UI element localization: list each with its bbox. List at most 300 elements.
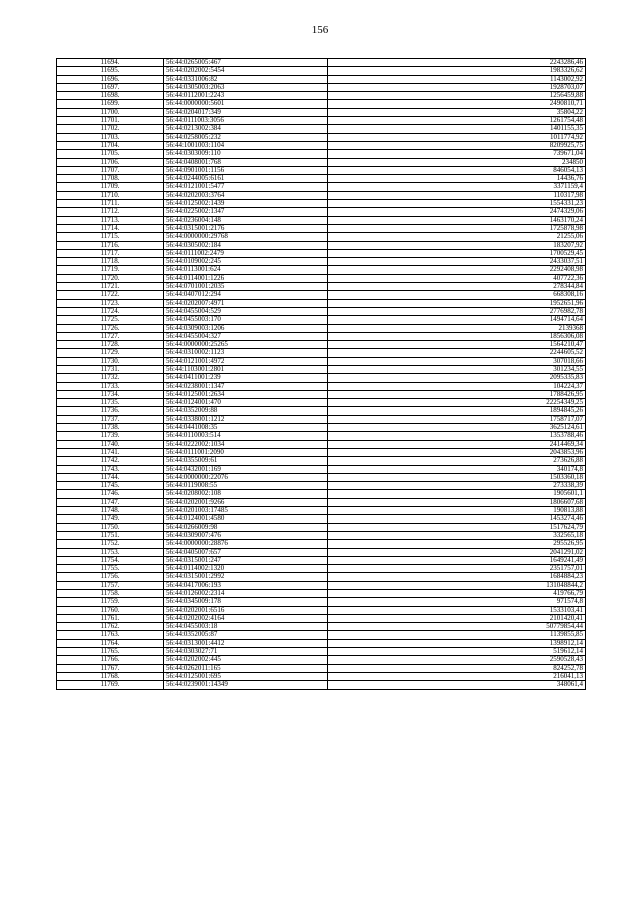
cadastral-value: 668308,16	[328, 291, 586, 299]
table-row	[57, 183, 586, 191]
row-number: 11709.	[57, 183, 164, 191]
row-number: 11740.	[57, 440, 164, 448]
cadastral-value: 190813,88	[328, 507, 586, 515]
cadastral-value: 50779854,44	[328, 623, 586, 631]
cadastral-number: 56:44:0303027:71	[164, 648, 328, 656]
table-row	[57, 200, 586, 208]
cadastral-number: 56:44:0417006:193	[164, 581, 328, 589]
cadastral-value: 2139368	[328, 324, 586, 332]
cadastral-number: 56:44:0355009:61	[164, 457, 328, 465]
row-number: 11764.	[57, 639, 164, 647]
cadastral-value: 1894845,26	[328, 407, 586, 415]
table-row	[57, 216, 586, 224]
table-row	[57, 507, 586, 515]
cadastral-value: 1856306,08	[328, 332, 586, 340]
cadastral-number: 56:44:0303009:110	[164, 150, 328, 158]
cadastral-number: 56:44:0201003:17485	[164, 507, 328, 515]
row-number: 11695.	[57, 67, 164, 75]
cadastral-number: 56:44:0313001:4412	[164, 639, 328, 647]
table-row	[57, 150, 586, 158]
row-number: 11729.	[57, 349, 164, 357]
table-row	[57, 100, 586, 108]
row-number: 11752.	[57, 540, 164, 548]
cadastral-number: 56:44:0213002:384	[164, 125, 328, 133]
table-row	[57, 365, 586, 373]
table-row	[57, 473, 586, 481]
table-row	[57, 390, 586, 398]
table-row	[57, 490, 586, 498]
cadastral-number: 56:44:0244005:6161	[164, 175, 328, 183]
table-row	[57, 623, 586, 631]
table-row	[57, 291, 586, 299]
row-number: 11727.	[57, 332, 164, 340]
table-row	[57, 548, 586, 556]
table-row	[57, 498, 586, 506]
table-row	[57, 357, 586, 365]
row-number: 11741.	[57, 448, 164, 456]
cadastral-value: 307018,66	[328, 357, 586, 365]
cadastral-value: 131048844,2	[328, 581, 586, 589]
cadastral-number: 56:44:0202002:4164	[164, 614, 328, 622]
cadastral-value: 1256459,88	[328, 92, 586, 100]
cadastral-number: 56:44:1103001:2801	[164, 365, 328, 373]
cadastral-value: 110317,98	[328, 191, 586, 199]
cadastral-value: 971574,8	[328, 598, 586, 606]
cadastral-value: 2095335,83	[328, 374, 586, 382]
cadastral-number: 56:44:0124001:4580	[164, 515, 328, 523]
cadastral-number: 56:44:0112001:2243	[164, 92, 328, 100]
cadastral-number: 56:44:0111003:3056	[164, 117, 328, 125]
cadastral-number: 56:44:0262011:165	[164, 664, 328, 672]
cadastral-number: 56:44:0310002:1123	[164, 349, 328, 357]
cadastral-value: 2101420,41	[328, 614, 586, 622]
row-number: 11759.	[57, 598, 164, 606]
cadastral-number: 56:44:0000000:22076	[164, 473, 328, 481]
table-row	[57, 59, 586, 67]
table-row	[57, 656, 586, 664]
cadastral-number: 56:44:0222002:1034	[164, 440, 328, 448]
row-number: 11765.	[57, 648, 164, 656]
cadastral-value: 3371159,4	[328, 183, 586, 191]
cadastral-value: 1261754,48	[328, 117, 586, 125]
table-row	[57, 67, 586, 75]
table-row	[57, 614, 586, 622]
row-number: 11696.	[57, 75, 164, 83]
row-number: 11756.	[57, 573, 164, 581]
table-row	[57, 349, 586, 357]
cadastral-number: 56:44:0238001:1347	[164, 382, 328, 390]
row-number: 11738.	[57, 424, 164, 432]
row-number: 11713.	[57, 216, 164, 224]
row-number: 11704.	[57, 141, 164, 149]
cadastral-value: 419766,79	[328, 590, 586, 598]
table-row	[57, 341, 586, 349]
cadastral-number: 56:44:0315001:2992	[164, 573, 328, 581]
table-row	[57, 374, 586, 382]
row-number: 11747.	[57, 498, 164, 506]
cadastral-number: 56:44:0208002:108	[164, 490, 328, 498]
cadastral-number: 56:44:0113001:624	[164, 266, 328, 274]
row-number: 11754.	[57, 556, 164, 564]
table-row	[57, 631, 586, 639]
cadastral-number: 56:44:0315001:2176	[164, 224, 328, 232]
cadastral-value-table	[56, 58, 586, 690]
row-number: 11768.	[57, 672, 164, 680]
cadastral-number: 56:44:0455004:327	[164, 332, 328, 340]
row-number: 11744.	[57, 473, 164, 481]
cadastral-value: 1952651,96	[328, 299, 586, 307]
row-number: 11749.	[57, 515, 164, 523]
table-row	[57, 523, 586, 531]
cadastral-value: 1463170,24	[328, 216, 586, 224]
row-number: 11766.	[57, 656, 164, 664]
table-row	[57, 448, 586, 456]
cadastral-number: 56:44:0124001:470	[164, 399, 328, 407]
cadastral-value: 2590528,43	[328, 656, 586, 664]
cadastral-number: 56:44:0408001:768	[164, 158, 328, 166]
table-row	[57, 266, 586, 274]
cadastral-value: 1983326,62	[328, 67, 586, 75]
table-row	[57, 299, 586, 307]
row-number: 11758.	[57, 590, 164, 598]
cadastral-number: 56:44:0305003:2063	[164, 83, 328, 91]
cadastral-value: 2433037,51	[328, 258, 586, 266]
row-number: 11731.	[57, 365, 164, 373]
cadastral-value: 1517624,79	[328, 523, 586, 531]
table-row	[57, 399, 586, 407]
table-row	[57, 515, 586, 523]
table-row	[57, 224, 586, 232]
table-row	[57, 274, 586, 282]
row-number: 11755.	[57, 565, 164, 573]
row-number: 11753.	[57, 548, 164, 556]
cadastral-value: 1788426,95	[328, 390, 586, 398]
row-number: 11726.	[57, 324, 164, 332]
row-number: 11708.	[57, 175, 164, 183]
cadastral-value: 1928703,07	[328, 83, 586, 91]
row-number: 11767.	[57, 664, 164, 672]
row-number: 11761.	[57, 614, 164, 622]
cadastral-number: 56:44:0305002:184	[164, 241, 328, 249]
table-row	[57, 598, 586, 606]
row-number: 11716.	[57, 241, 164, 249]
cadastral-number: 56:44:0202002:445	[164, 656, 328, 664]
table-row	[57, 482, 586, 490]
table-row	[57, 283, 586, 291]
table-row	[57, 175, 586, 183]
row-number: 11743.	[57, 465, 164, 473]
row-number: 11710.	[57, 191, 164, 199]
table-body	[57, 59, 586, 690]
cadastral-number: 56:44:0202007:4971	[164, 299, 328, 307]
cadastral-number: 56:44:0000000:5601	[164, 100, 328, 108]
cadastral-value: 2292408,98	[328, 266, 586, 274]
table-row	[57, 540, 586, 548]
row-number: 11700.	[57, 108, 164, 116]
table-row	[57, 191, 586, 199]
cadastral-value: 234850	[328, 158, 586, 166]
table-row	[57, 249, 586, 257]
table-row	[57, 125, 586, 133]
cadastral-number: 56:44:0345009:178	[164, 598, 328, 606]
table-row	[57, 556, 586, 564]
cadastral-value: 1905601,1	[328, 490, 586, 498]
cadastral-number: 56:44:0309007:476	[164, 531, 328, 539]
cadastral-value: 104224,37	[328, 382, 586, 390]
row-number: 11739.	[57, 432, 164, 440]
cadastral-value: 348061,4	[328, 681, 586, 689]
cadastral-value: 2243286,46	[328, 59, 586, 67]
cadastral-number: 56:44:1001003:1104	[164, 141, 328, 149]
cadastral-number: 56:44:0407012:294	[164, 291, 328, 299]
cadastral-value: 1649241,49	[328, 556, 586, 564]
table-row	[57, 681, 586, 689]
row-number: 11735.	[57, 399, 164, 407]
row-number: 11760.	[57, 606, 164, 614]
cadastral-value: 1143002,92	[328, 75, 586, 83]
cadastral-number: 56:44:0202001:6516	[164, 606, 328, 614]
cadastral-number: 56:44:0331006:82	[164, 75, 328, 83]
table-row	[57, 590, 586, 598]
table-row	[57, 664, 586, 672]
cadastral-value: 35804,22	[328, 108, 586, 116]
cadastral-number: 56:44:0125002:1439	[164, 200, 328, 208]
cadastral-value: 1758717,07	[328, 415, 586, 423]
table-row	[57, 83, 586, 91]
row-number: 11745.	[57, 482, 164, 490]
row-number: 11769.	[57, 681, 164, 689]
table-row	[57, 141, 586, 149]
table-row	[57, 258, 586, 266]
cadastral-value: 14436,76	[328, 175, 586, 183]
cadastral-number: 56:44:0265005:467	[164, 59, 328, 67]
cadastral-number: 56:44:0455004:529	[164, 307, 328, 315]
cadastral-value: 273626,88	[328, 457, 586, 465]
row-number: 11742.	[57, 457, 164, 465]
cadastral-number: 56:44:0000000:28876	[164, 540, 328, 548]
cadastral-value: 846054,13	[328, 166, 586, 174]
cadastral-number: 56:44:0455003:18	[164, 623, 328, 631]
cadastral-value: 739671,04	[328, 150, 586, 158]
cadastral-number: 56:44:0901001:1156	[164, 166, 328, 174]
cadastral-number: 56:44:0000000:25265	[164, 341, 328, 349]
cadastral-value: 2776982,78	[328, 307, 586, 315]
cadastral-number: 56:44:0121001:4972	[164, 357, 328, 365]
table-row	[57, 581, 586, 589]
cadastral-value: 22254349,25	[328, 399, 586, 407]
table-row	[57, 415, 586, 423]
table-row	[57, 75, 586, 83]
cadastral-value: 340174,8	[328, 465, 586, 473]
cadastral-number: 56:44:0125001:2634	[164, 390, 328, 398]
cadastral-value: 2490810,71	[328, 100, 586, 108]
cadastral-value: 2244605,52	[328, 349, 586, 357]
table-row	[57, 208, 586, 216]
cadastral-number: 56:44:0225002:1347	[164, 208, 328, 216]
table-row	[57, 465, 586, 473]
row-number: 11750.	[57, 523, 164, 531]
cadastral-value: 1494714,64	[328, 316, 586, 324]
cadastral-value: 1453274,46	[328, 515, 586, 523]
row-number: 11725.	[57, 316, 164, 324]
table-row	[57, 573, 586, 581]
cadastral-number: 56:44:0239001:14349	[164, 681, 328, 689]
cadastral-value: 8209925,75	[328, 141, 586, 149]
cadastral-value: 183207,92	[328, 241, 586, 249]
cadastral-number: 56:44:0121001:5477	[164, 183, 328, 191]
row-number: 11717.	[57, 249, 164, 257]
table-row	[57, 606, 586, 614]
row-number: 11721.	[57, 283, 164, 291]
table-row	[57, 382, 586, 390]
row-number: 11711.	[57, 200, 164, 208]
row-number: 11715.	[57, 233, 164, 241]
cadastral-value: 295526,95	[328, 540, 586, 548]
cadastral-number: 56:44:0309003:1206	[164, 324, 328, 332]
table-row	[57, 233, 586, 241]
cadastral-value: 1139855,85	[328, 631, 586, 639]
cadastral-number: 56:44:0111001:2090	[164, 448, 328, 456]
table-row	[57, 307, 586, 315]
row-number: 11699.	[57, 100, 164, 108]
cadastral-value: 216041,13	[328, 672, 586, 680]
row-number: 11694.	[57, 59, 164, 67]
cadastral-value: 1533103,41	[328, 606, 586, 614]
row-number: 11734.	[57, 390, 164, 398]
cadastral-number: 56:44:0125001:695	[164, 672, 328, 680]
table-row	[57, 672, 586, 680]
row-number: 11720.	[57, 274, 164, 282]
table-row	[57, 648, 586, 656]
cadastral-value: 273338,39	[328, 482, 586, 490]
cadastral-number: 56:44:0119008:55	[164, 482, 328, 490]
row-number: 11719.	[57, 266, 164, 274]
row-number: 11714.	[57, 224, 164, 232]
cadastral-number: 56:44:0114002:1320	[164, 565, 328, 573]
table-row	[57, 407, 586, 415]
cadastral-number: 56:44:0352009:88	[164, 407, 328, 415]
row-number: 11762.	[57, 623, 164, 631]
table-row	[57, 166, 586, 174]
cadastral-value: 824252,78	[328, 664, 586, 672]
table-row	[57, 332, 586, 340]
table-row	[57, 432, 586, 440]
table-row	[57, 316, 586, 324]
cadastral-number: 56:44:0315001:247	[164, 556, 328, 564]
cadastral-number: 56:44:0411001:239	[164, 374, 328, 382]
row-number: 11701.	[57, 117, 164, 125]
cadastral-number: 56:44:0405007:657	[164, 548, 328, 556]
page-number: 156	[311, 24, 329, 36]
cadastral-number: 56:44:0000000:29768	[164, 233, 328, 241]
cadastral-value: 2041291,02	[328, 548, 586, 556]
cadastral-number: 56:44:0202002:5454	[164, 67, 328, 75]
cadastral-number: 56:44:0701001:2035	[164, 283, 328, 291]
table-row	[57, 158, 586, 166]
table-row	[57, 424, 586, 432]
cadastral-number: 56:44:0352005:87	[164, 631, 328, 639]
cadastral-value: 1806607,68	[328, 498, 586, 506]
row-number: 11757.	[57, 581, 164, 589]
cadastral-value: 21255,06	[328, 233, 586, 241]
cadastral-number: 56:44:0441008:35	[164, 424, 328, 432]
row-number: 11698.	[57, 92, 164, 100]
cadastral-value: 1353788,46	[328, 432, 586, 440]
cadastral-value: 407722,36	[328, 274, 586, 282]
cadastral-number: 56:44:0126002:2314	[164, 590, 328, 598]
table-row	[57, 108, 586, 116]
cadastral-number: 56:44:0110003:514	[164, 432, 328, 440]
cadastral-number: 56:44:0236004:148	[164, 216, 328, 224]
table-row	[57, 117, 586, 125]
row-number: 11722.	[57, 291, 164, 299]
row-number: 11706.	[57, 158, 164, 166]
cadastral-value: 1398912,14	[328, 639, 586, 647]
row-number: 11697.	[57, 83, 164, 91]
cadastral-value: 1564210,47	[328, 341, 586, 349]
cadastral-value: 332565,18	[328, 531, 586, 539]
table-row	[57, 241, 586, 249]
row-number: 11712.	[57, 208, 164, 216]
cadastral-value: 278344,84	[328, 283, 586, 291]
cadastral-number: 56:44:0109002:245	[164, 258, 328, 266]
row-number: 11702.	[57, 125, 164, 133]
cadastral-number: 56:44:0202003:3764	[164, 191, 328, 199]
row-number: 11763.	[57, 631, 164, 639]
cadastral-value: 1011774,92	[328, 133, 586, 141]
cadastral-value: 2474329,06	[328, 208, 586, 216]
table-row	[57, 133, 586, 141]
cadastral-value: 1503360,18	[328, 473, 586, 481]
table-row	[57, 324, 586, 332]
row-number: 11737.	[57, 415, 164, 423]
cadastral-value: 2414469,34	[328, 440, 586, 448]
row-number: 11748.	[57, 507, 164, 515]
row-number: 11718.	[57, 258, 164, 266]
cadastral-number: 56:44:0204017:349	[164, 108, 328, 116]
cadastral-number: 56:44:0432001:169	[164, 465, 328, 473]
row-number: 11732.	[57, 374, 164, 382]
cadastral-value: 2043853,96	[328, 448, 586, 456]
row-number: 11746.	[57, 490, 164, 498]
table-row	[57, 565, 586, 573]
cadastral-value: 1700529,45	[328, 249, 586, 257]
row-number: 11724.	[57, 307, 164, 315]
table-row	[57, 92, 586, 100]
cadastral-number: 56:44:0202001:9266	[164, 498, 328, 506]
row-number: 11723.	[57, 299, 164, 307]
row-number: 11703.	[57, 133, 164, 141]
cadastral-value: 1684884,23	[328, 573, 586, 581]
cadastral-number: 56:44:0266009:98	[164, 523, 328, 531]
row-number: 11728.	[57, 341, 164, 349]
table-row	[57, 531, 586, 539]
table-row	[57, 639, 586, 647]
cadastral-value: 2351757,01	[328, 565, 586, 573]
table-row	[57, 457, 586, 465]
table-row	[57, 440, 586, 448]
cadastral-value: 1554331,23	[328, 200, 586, 208]
row-number: 11730.	[57, 357, 164, 365]
row-number: 11751.	[57, 531, 164, 539]
cadastral-value: 301234,55	[328, 365, 586, 373]
cadastral-value: 1401155,35	[328, 125, 586, 133]
row-number: 11705.	[57, 150, 164, 158]
cadastral-number: 56:44:0114001:1226	[164, 274, 328, 282]
cadastral-value: 519612,14	[328, 648, 586, 656]
cadastral-value: 1725878,98	[328, 224, 586, 232]
cadastral-number: 56:44:0455003:170	[164, 316, 328, 324]
